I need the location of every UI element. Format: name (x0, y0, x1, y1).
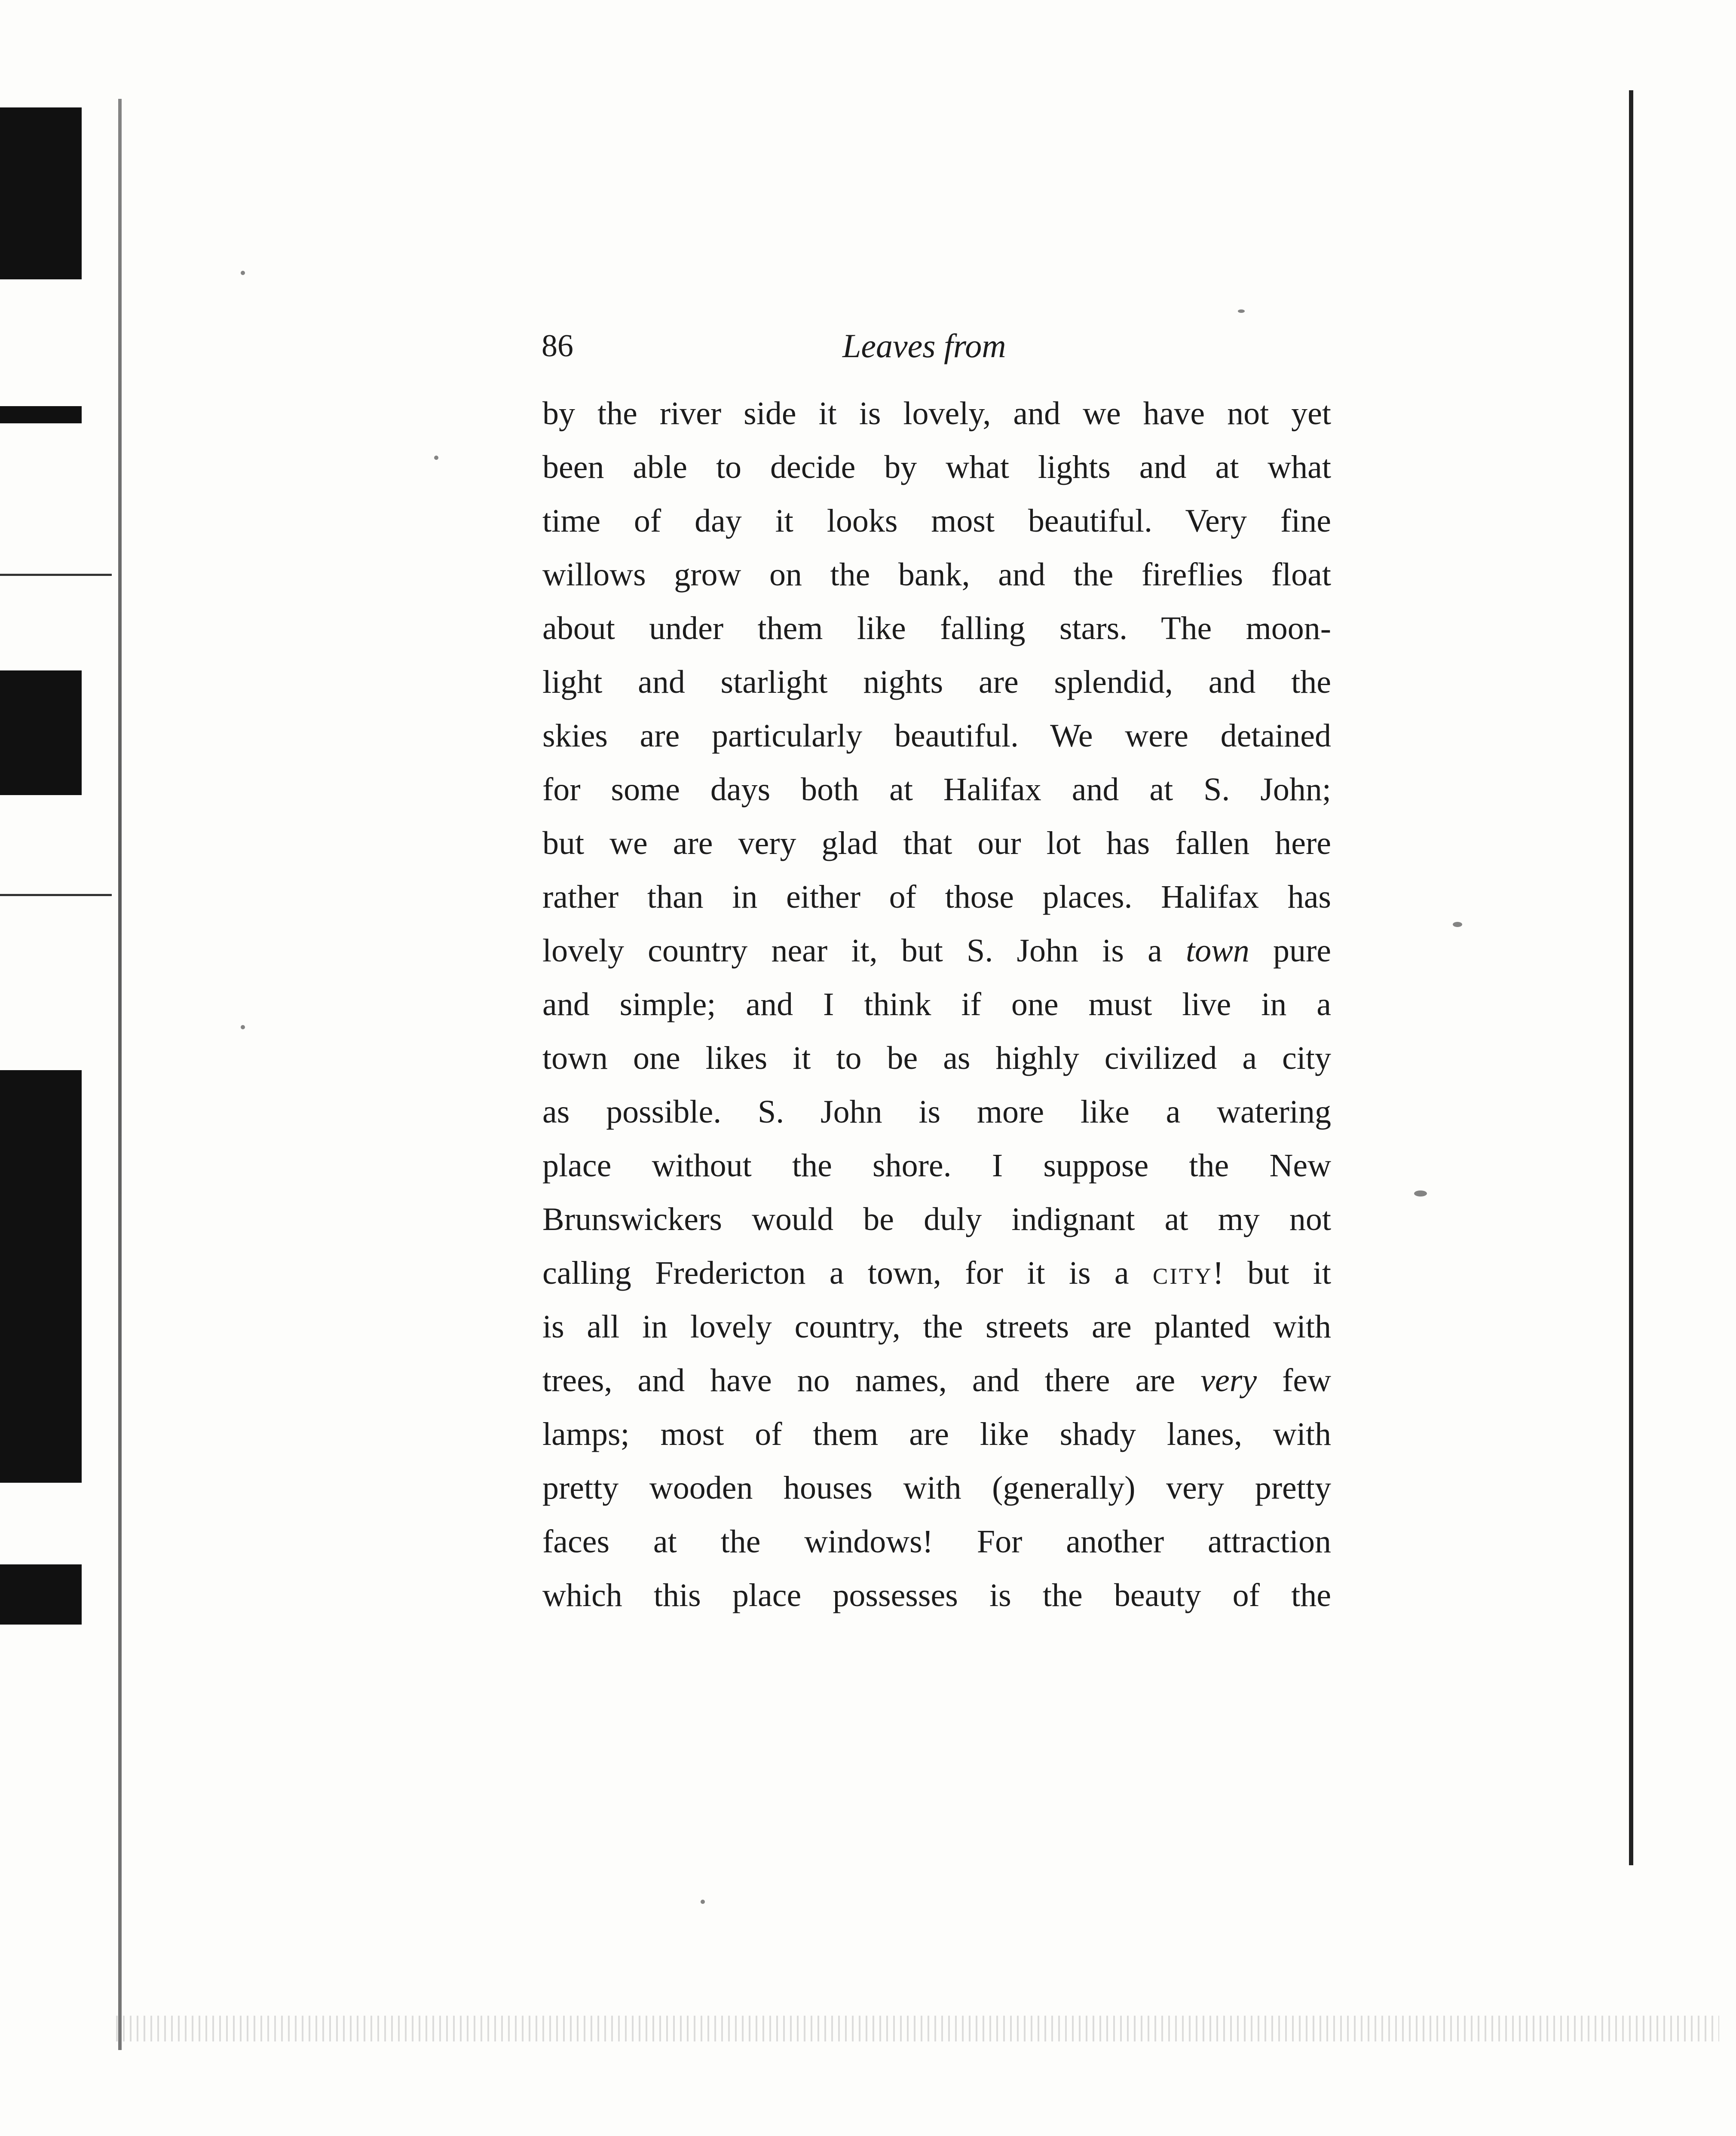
ink-speck (1453, 922, 1462, 927)
text-line (542, 1408, 1331, 1461)
gutter-line (118, 99, 122, 2050)
text-segment: for some days both at Halifax and at S. John; (542, 771, 1331, 808)
text-line (542, 1085, 1331, 1139)
ink-speck (434, 456, 438, 460)
text-segment: but we are very glad that our lot has fallen here (542, 825, 1331, 861)
text-line (542, 709, 1331, 763)
text-segment: town one likes it to be as highly civilized a city (542, 1040, 1331, 1076)
text-line (542, 387, 1331, 441)
body-text (542, 387, 1331, 1622)
running-head: Leaves from (842, 327, 1006, 364)
text-segment: and simple; and I think if one must live in a (542, 986, 1331, 1022)
page-bottom-edge (116, 2016, 1719, 2041)
text-line (542, 1193, 1331, 1246)
text-segment: light and starlight nights are splendid, and the (542, 664, 1331, 700)
text-segment: faces at the windows! For another attraction (542, 1524, 1331, 1560)
ink-speck (1414, 1190, 1427, 1197)
text-line (542, 602, 1331, 655)
text-segment: pure (1249, 933, 1331, 969)
ink-speck (1238, 309, 1245, 313)
binding-shadow (0, 406, 82, 423)
text-line (542, 1569, 1331, 1622)
text-segment: trees, and have no names, and there are (542, 1362, 1201, 1398)
text-segment: which this place possesses is the beauty of the (542, 1577, 1331, 1613)
text-line (542, 1300, 1331, 1354)
text-line (542, 1031, 1331, 1085)
text-line (542, 1246, 1331, 1300)
text-line (542, 1354, 1331, 1408)
text-segment: lovely country near it, but S. John is a (542, 933, 1186, 969)
page-edge-line (1629, 90, 1633, 1865)
binding-shadow (0, 1564, 82, 1625)
binding-shadow (0, 670, 82, 795)
text-line (542, 1515, 1331, 1569)
text-line (542, 763, 1331, 817)
page-header (542, 318, 1332, 374)
text-segment: calling Fredericton a town, for it is a (542, 1255, 1153, 1291)
italic-text: town (1185, 933, 1249, 969)
text-segment: skies are particularly beautiful. We were detained (542, 718, 1331, 754)
text-segment: rather than in either of those places. Halifax has (542, 879, 1331, 915)
italic-text: very (1200, 1362, 1257, 1398)
ink-speck (701, 1900, 705, 1904)
text-segment: been able to decide by what lights and at what (542, 449, 1331, 485)
binding-shadow (0, 1070, 82, 1483)
text-line (542, 441, 1331, 494)
text-segment: few (1257, 1362, 1331, 1398)
text-line (542, 924, 1331, 978)
text-line (542, 978, 1331, 1031)
text-segment: place without the shore. I suppose the New (542, 1148, 1331, 1184)
text-line (542, 1461, 1331, 1515)
text-segment: Brunswickers would be duly indignant at my not (542, 1201, 1331, 1237)
text-segment: willows grow on the bank, and the fireflies float (542, 557, 1331, 593)
text-line (542, 494, 1331, 548)
text-segment: as possible. S. John is more like a watering (542, 1094, 1331, 1130)
text-line (542, 1139, 1331, 1193)
scan-rule (0, 894, 112, 896)
page-number: 86 (542, 328, 573, 364)
text-line (542, 548, 1331, 602)
scan-rule (0, 574, 112, 576)
text-segment: by the river side it is lovely, and we have not yet (542, 395, 1331, 431)
text-line (542, 655, 1331, 709)
text-line (542, 870, 1331, 924)
text-line (542, 817, 1331, 870)
text-segment: is all in lovely country, the streets are planted with (542, 1309, 1331, 1345)
ink-speck (241, 1025, 245, 1029)
text-segment: time of day it looks most beautiful. Very fine (542, 503, 1331, 539)
text-segment: ! but it (1212, 1255, 1331, 1291)
small-caps-text: city (1152, 1255, 1213, 1291)
ink-speck (241, 271, 245, 275)
text-segment: pretty wooden houses with (generally) very pretty (542, 1470, 1331, 1506)
binding-shadow (0, 107, 82, 279)
text-segment: lamps; most of them are like shady lanes, with (542, 1416, 1331, 1452)
text-segment: about under them like falling stars. The moon- (542, 610, 1331, 646)
